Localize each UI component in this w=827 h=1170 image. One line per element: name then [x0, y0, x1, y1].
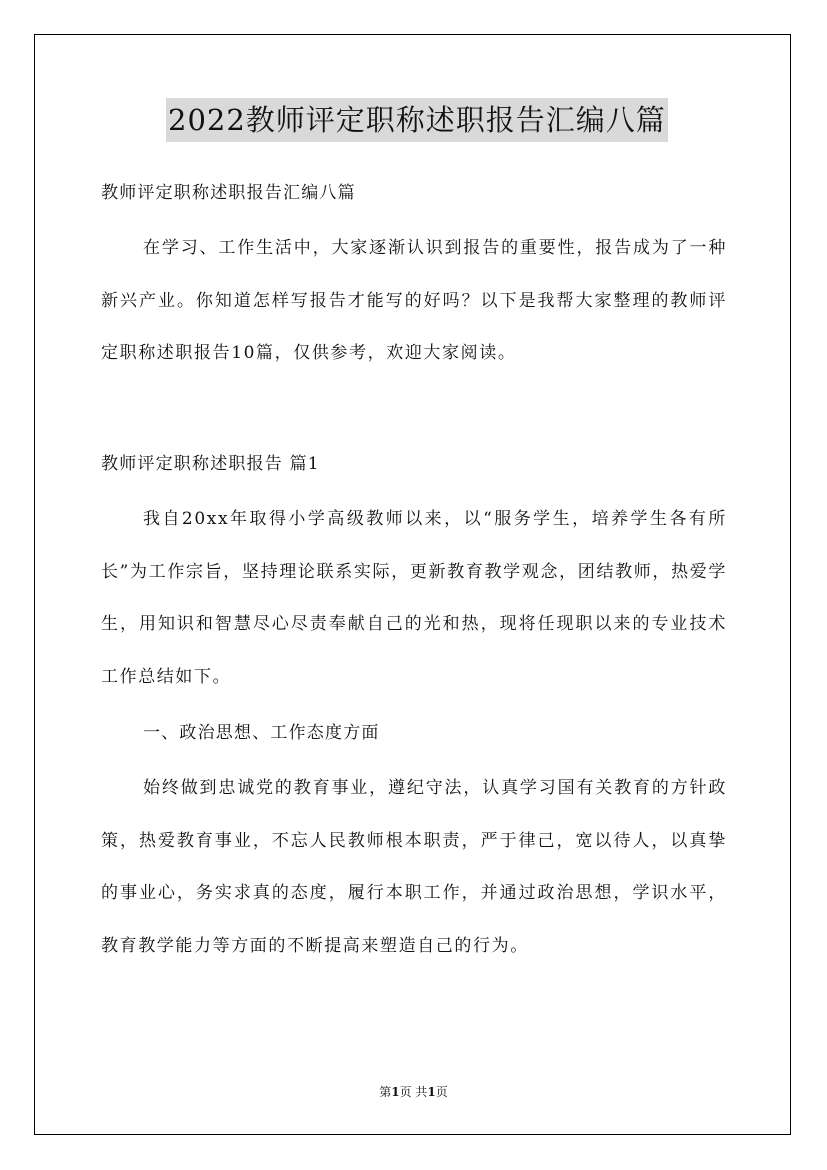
document-subtitle: 教师评定职称述职报告汇编八篇 — [101, 183, 356, 203]
footer-page-suffix: 页 — [435, 1085, 448, 1099]
footer-page-number: 1 — [391, 1085, 400, 1099]
footer-page-mid: 页 共 — [399, 1085, 428, 1099]
section-heading: 教师评定职称述职报告 篇1 — [101, 454, 320, 474]
section-paragraph-2: 始终做到忠诚党的教育事业，遵纪守法，认真学习国有关教育的方针政策，热爱教育事业，不忘人民教师根本职责，严于律己，宽以待人，以真挚的事业心，务实求真的态度，履行本职工作，并通过政治思想，学识水平，教育教学能力等方面的不断提高来塑造自己的行为。 — [101, 778, 727, 956]
footer-page-prefix: 第 — [379, 1085, 392, 1099]
intro-paragraph: 在学习、工作生活中，大家逐渐认识到报告的重要性，报告成为了一种新兴产业。你知道怎样写报告才能写的好吗？以下是我帮大家整理的教师评定职称述职报告10篇，仅供参考，欢迎大家阅读。 — [101, 238, 727, 363]
page-footer — [0, 1083, 827, 1100]
section-paragraph-1: 我自20xx年取得小学高级教师以来，以“服务学生，培养学生各有所长”为工作宗旨，坚持理论联系实际，更新教育教学观念，团结教师，热爱学生，用知识和智慧尽心尽责奉献自己的光和热，现将任现职以来的专业技术工作总结如下。 — [101, 509, 727, 687]
footer-page-total: 1 — [427, 1085, 436, 1099]
section-subheading: 一、政治思想、工作态度方面 — [143, 723, 380, 743]
document-title: 2022教师评定职称述职报告汇编八篇 — [166, 98, 668, 142]
